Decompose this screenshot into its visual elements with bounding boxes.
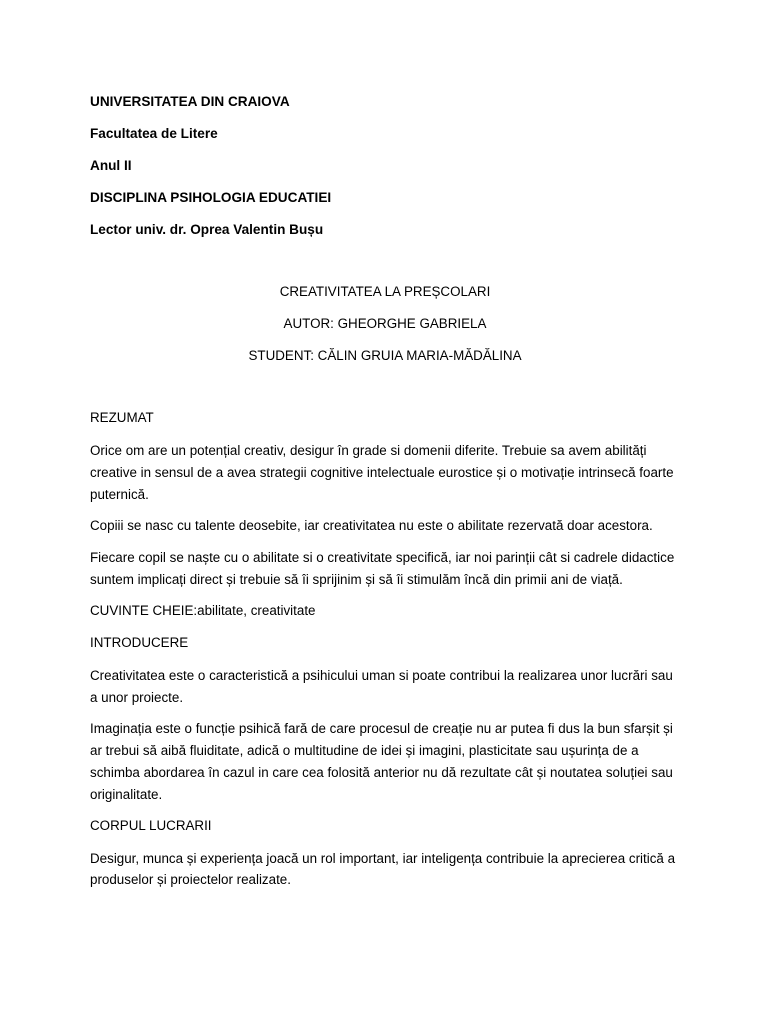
paragraph: Creativitatea este o caracteristică a psihicului uman si poate contribui la realizarea unor lucrări sau a unor proiecte. [90,667,673,705]
paragraph: Imaginația este o funcție psihică fară de care procesul de creație nu ar putea fi dus la bun sfarșit și ar trebui să aibă fluiditate, adică o multitudine de idei și imagini, plasticitate sau ușurința de a schimba abordarea în cazul in care cea folosită anterior nu dă rezultate cât și noutatea soluției sau originalitate. [90,721,673,802]
introducere-heading: INTRODUCERE [90,634,189,650]
rezumat-heading: REZUMAT [90,410,154,425]
faculty-name: Facultatea de Litere [90,126,218,141]
keywords-line: CUVINTE CHEIE:abilitate, creativitate [90,602,316,618]
lecturer-name: Lector univ. dr. Oprea Valentin Bușu [90,222,324,237]
study-year: Anul II [90,158,132,173]
paper-student: STUDENT: CĂLIN GRUIA MARIA-MĂDĂLINA [248,348,522,363]
paragraph: Copiii se nasc cu talente deosebite, iar creativitatea nu este o abilitate rezervată doar acestora. [90,518,653,534]
document-page [90,92,680,901]
university-name: UNIVERSITATEA DIN CRAIOVA [90,94,290,109]
paragraph: Orice om are un potențial creativ, desigur în grade si domenii diferite. Trebuie sa avem abilități creative in sensul de a avea strategii cognitive intelectuale eurostice și o motivație intrinsecă foarte puternică. [90,443,674,502]
paragraph: Fiecare copil se naște cu o abilitate si o creativitate specifică, iar noi parinții cât si cadrele didactice suntem implicați direct și trebuie să îi sprijinim și să îi stimulăm încă din primii ani de viață. [90,550,675,587]
discipline-name: DISCIPLINA PSIHOLOGIA EDUCATIEI [90,190,332,205]
paragraph: Desigur, munca și experiența joacă un rol important, iar inteligența contribuie la aprecierea critică a produselor și proiectelor realizate. [90,850,676,888]
paper-author: AUTOR: GHEORGHE GABRIELA [283,316,487,331]
title-block [90,282,680,366]
paper-title: CREATIVITATEA LA PREȘCOLARI [279,284,491,299]
corpul-lucrarii-heading: CORPUL LUCRARII [90,817,212,833]
